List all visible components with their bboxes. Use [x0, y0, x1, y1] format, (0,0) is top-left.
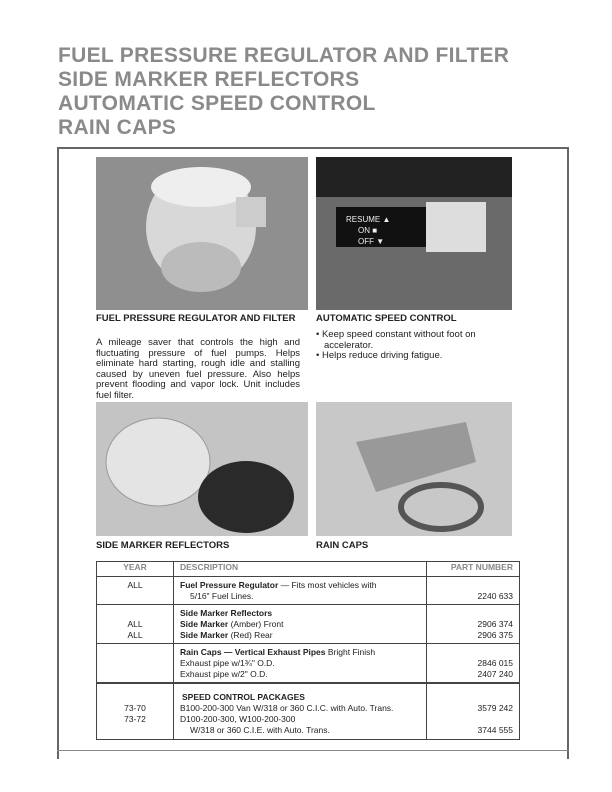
header-year: YEAR — [97, 562, 174, 577]
table-row: 73-70 73-72 SPEED CONTROL PACKAGES B100-200-300 Van W/318 or 360 C.I.C. with Auto. Trans. D100-200-300, W100-200-300 W/318 or 360 C.I.E. with Auto. Trans. 3579 242 3744 555 — [97, 683, 520, 740]
title-line-2: SIDE MARKER REFLECTORS — [58, 68, 360, 91]
table-header — [97, 562, 520, 577]
reflectors-photo — [96, 402, 308, 536]
svg-text:OFF ▼: OFF ▼ — [358, 237, 385, 246]
title-line-1: FUEL PRESSURE REGULATOR AND FILTER — [58, 44, 510, 67]
rain-cap-photo — [316, 402, 512, 536]
table-row: ALL ALL Side Marker Reflectors Side Marker (Amber) Front Side Marker (Red) Rear 2906 374 2906 375 — [97, 605, 520, 644]
table-row: ALL Fuel Pressure Regulator — Fits most vehicles with 5/16" Fuel Lines. 2240 633 — [97, 577, 520, 605]
fuel-description: A mileage saver that controls the high and fluctuating pressure of fuel pumps. Helps eliminate hard starting, rough idle and stalling caused by uneven fuel pressure. Also helps prevent flooding and vapor lock. Unit includes fuel filter. — [96, 337, 300, 401]
title-line-4: RAIN CAPS — [58, 116, 177, 139]
fuel-regulator-photo — [96, 157, 308, 310]
fuel-caption: FUEL PRESSURE REGULATOR AND FILTER — [96, 313, 296, 324]
svg-text:RESUME ▲: RESUME ▲ — [346, 215, 391, 224]
speed-bullet-1: • Keep speed constant without foot on accelerator. — [316, 329, 476, 351]
header-description: DESCRIPTION — [174, 562, 427, 577]
bottom-rule — [57, 750, 569, 751]
reflectors-caption: SIDE MARKER REFLECTORS — [96, 540, 230, 551]
svg-text:ON ■: ON ■ — [358, 226, 378, 235]
parts-table — [96, 561, 520, 740]
speed-bullet-2: • Helps reduce driving fatigue. — [316, 350, 443, 361]
title-line-3: AUTOMATIC SPEED CONTROL — [58, 92, 376, 115]
raincaps-caption: RAIN CAPS — [316, 540, 369, 551]
speed-caption: AUTOMATIC SPEED CONTROL — [316, 313, 457, 324]
speed-control-photo — [316, 157, 512, 310]
header-part-number: PART NUMBER — [427, 562, 520, 577]
table-row: Rain Caps — Vertical Exhaust Pipes Bright Finish Exhaust pipe w/1¾" O.D. Exhaust pipe w/2" O.D. 2846 015 2407 240 — [97, 644, 520, 684]
